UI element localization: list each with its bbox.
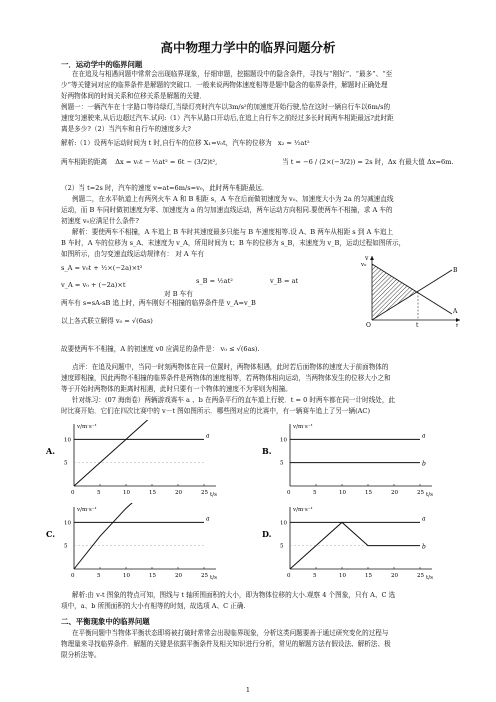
y-tick-label: 10 — [64, 520, 71, 527]
x-tick-label: 20 — [391, 490, 398, 496]
y-axis-label: v/m·s⁻¹ — [77, 507, 97, 513]
option-label: A. — [46, 446, 55, 456]
x-axis-label: t/s — [426, 575, 433, 581]
y-axis-label: v/m·s⁻¹ — [293, 507, 313, 513]
origin-label: O — [366, 322, 371, 327]
x-axis-label: t/s — [426, 492, 433, 498]
x-tick-label: 0 — [287, 490, 291, 496]
solve-line: 以上各式联立解得 v₀ = √(6as) — [61, 317, 153, 325]
line-A-label: A — [453, 308, 458, 315]
x-tick-label: 10 — [339, 490, 346, 496]
solution-1-text: 两车相距的距离 — [61, 158, 108, 166]
t-mark-label: t — [416, 322, 419, 327]
solution-1-line: （2）当 t=2s 时，汽车的速度 v=at=6m/s=v₀，此时两车相距最远． — [61, 184, 269, 192]
paragraph-line: 限分析法等。 — [61, 651, 101, 659]
x-tick-label: 25 — [417, 490, 424, 496]
paragraph-line: 物理量来寻找临界条件．解题的关键是依据平衡条件及相关知识进行分析，常见的解题方法有假设法、解析法、极 — [61, 640, 391, 648]
x-tick-label: 5 — [97, 490, 101, 496]
section-2-title: 二、平衡现象中的临界问题 — [61, 617, 150, 626]
x-axis-label: t/s — [210, 575, 217, 581]
paragraph-line: 在在追及与相遇问题中常常会出现临界现象，仔细审题，挖掘题设中的隐含条件，寻找与“刚好”、“最多”、“至 — [72, 70, 393, 78]
equation-vA: v_A = v₀ + (−2a)×t — [61, 281, 126, 289]
x-axis-label: t/s — [210, 492, 217, 498]
y-tick-label: 10 — [280, 520, 287, 527]
x-tick-label: 20 — [175, 490, 182, 496]
series-label-a: a — [422, 432, 426, 440]
paragraph-line: 少”等关键词对应的临界条件是解题的突破口．一般来说两物体速度相等是题中隐含的临界条件，解题时正确处理 — [61, 81, 388, 89]
car-b-label: 对 B 车有 — [164, 290, 193, 298]
example-2-line: 初速度 v₀应满足什么条件? — [61, 217, 139, 225]
y-tick-label: 10 — [64, 437, 71, 444]
y-tick-label: 5 — [280, 543, 284, 550]
x-tick-label: 5 — [313, 573, 317, 579]
option-label: C. — [46, 529, 56, 539]
option-c-chart — [44, 503, 229, 581]
solution-2-line: 解析：要使两车不相撞，A 车追上 B 车时其速度最多只能与 B 车速度相等.设 A、B 两车从相距 s 到 A 车追上 — [72, 228, 394, 236]
y-tick-label: 5 — [64, 543, 68, 550]
x-tick-label: 15 — [365, 573, 372, 579]
paragraph-line: 在平衡问题中当物体平衡状态即将被打破时常常会出现临界现象，分析这类问题要善于通过研究变化的过程与 — [72, 629, 389, 637]
x-tick-label: 10 — [123, 490, 130, 496]
doc-title: 高中物理力学中的临界问题分析 — [160, 40, 336, 55]
practice-solution-line: 解析:由 v-t 图象的特点可知，图线与 t 轴所围面积的大小，即为物体位移的大小.观察 4 个图象，只有 A、C 选 — [72, 591, 396, 599]
solution-1-line — [61, 138, 310, 149]
solution-2-line: B 车时，A 车的位移为 s_A、末速度为 v_A，所用时间为 t；B 车的位移为 s_B，末速度为 v_B，运动过程如图所示， — [61, 239, 406, 247]
paragraph-line: 好两物体间的时间关系和位移关系是解题的关键． — [61, 92, 207, 100]
x-tick-label: 10 — [123, 573, 130, 579]
note-line: 等于开始时两物体的距离时相遇，此时只要有一个物体的速度不为零则为相撞。 — [61, 385, 292, 393]
option-label: B. — [262, 446, 272, 456]
y-tick-label: 5 — [280, 460, 284, 467]
series-label-a: a — [422, 515, 426, 523]
line-B-label: B — [453, 267, 458, 274]
x-tick-label: 5 — [97, 573, 101, 579]
option-b-chart — [260, 420, 445, 498]
example-2-line: 运动，而 B 车同时做初速度为零、加速度为 a 的匀加速直线运动，两车运动方向相同.要使两车不相撞，求 A 车的 — [61, 206, 393, 214]
x-tick-label: 0 — [287, 573, 291, 579]
formula-dx: Δx = v₀t − ½at² = 6t − (3/2)t², — [115, 158, 218, 166]
x-tick-label: 25 — [201, 490, 208, 496]
x-tick-label: 20 — [391, 573, 398, 579]
series-label-b: b — [422, 460, 426, 468]
equation-sA: s_A = v₀t + ½×(−2a)×t² — [61, 264, 143, 272]
solution-1-text: 解析:（1）设两车运动时间为 t 时,自行车的位移 X₁=v₀t，汽车的位移为 — [61, 139, 272, 147]
x-tick-label: 0 — [71, 490, 75, 496]
page-number: 1 — [245, 686, 251, 694]
example-2-line: 例题二，在水平轨道上有两列火车 A 和 B 相距 s，A 车在后面做初速度为 v₀、加速度大小为 2a 的匀减速直线 — [72, 195, 394, 203]
axis-t-label: t — [456, 323, 459, 327]
series-label-a: a — [206, 432, 210, 440]
solution-1-line — [61, 157, 217, 168]
equation-sB: s_B = ½at² — [196, 277, 233, 285]
series-label-a: a — [206, 515, 210, 523]
x-tick-label: 10 — [339, 573, 346, 579]
note-line: 速度即相撞，因此两物不相撞的临界条件是两物体的速度相等，若两物体相向运动，当两物体发生的位移大小之和 — [61, 374, 391, 382]
note-line: 点评：在追及问题中，当同一时刻两物体在同一位置时，两物体相遇，此时若后面物体的速度大于前面物体的 — [72, 363, 389, 371]
x-tick-label: 20 — [175, 573, 182, 579]
x-tick-label: 15 — [365, 490, 372, 496]
y-tick-label: 5 — [64, 460, 68, 467]
solution-2-line: 如图所示，由匀变速直线运动规律有： 对 A 车有 — [61, 250, 204, 258]
condition-line: 两车有 s=sA-sB 追上时，两车刚好不相撞的临界条件是 v_A=v_B — [61, 299, 256, 307]
y-axis-label: v/m·s⁻¹ — [293, 424, 313, 430]
axis-v-label: v — [365, 255, 369, 262]
practice-line: 时比赛开始．它们在四次比赛中的 v－t 图如图所示．哪些图对应的比赛中，有一辆赛车追上了另一辆(AC) — [61, 407, 371, 415]
example-1-line: 速度匀速驶来,从后边超过汽车.试问:（1）汽车从路口开动后,在追上自行车之前经过多长时间两车相距最远?此时距 — [61, 114, 394, 122]
x-tick-label: 25 — [201, 573, 208, 579]
section-1-title: 一．运动学中的临界问题 — [61, 60, 143, 69]
practice-solution-line: 项中，a、b 所围面积的大小有相等的时刻，故选项 A、C 正确. — [61, 602, 246, 610]
x-tick-label: 25 — [417, 573, 424, 579]
final-line: 故要使两车不相撞，A 的初速度 v0 应满足的条件是： v₀ ≤ √(6as). — [61, 345, 260, 353]
x-tick-label: 15 — [149, 573, 156, 579]
formula-tmax: 当 t = −6 / (2×(−3/2)) = 2s 时，Δx 有最大值 Δx=6m. — [282, 158, 454, 166]
x-tick-label: 0 — [71, 573, 75, 579]
x-tick-label: 15 — [149, 490, 156, 496]
vt-diagram-ab — [360, 252, 465, 327]
example-1-line: 例题一：一辆汽车在十字路口等待绿灯,当绿灯亮时汽车以3m/s²的加速度开始行驶,恰在这时一辆自行车以6m/s的 — [61, 103, 391, 111]
option-a-chart — [44, 420, 229, 498]
option-label: D. — [262, 529, 272, 539]
x-tick-label: 5 — [313, 490, 317, 496]
formula-x2: x₂ = ½at² — [277, 139, 310, 147]
y-axis-label: v/m·s⁻¹ — [77, 424, 97, 430]
series-label-b: b — [422, 543, 426, 551]
y-tick-label: 10 — [280, 437, 287, 444]
equation-vB: v_B = at — [270, 277, 299, 285]
option-d-chart — [260, 503, 445, 581]
practice-line: 针对练习：(07 海南卷）两辆游戏赛车 a 、b 在两条平行的直车道上行驶．t = 0 时两车都在同一计时线处，此 — [72, 396, 396, 404]
example-1-line: 离是多少?（2）当汽车和自行车的速度多大? — [61, 125, 191, 133]
v0-label: v₀ — [361, 262, 367, 268]
